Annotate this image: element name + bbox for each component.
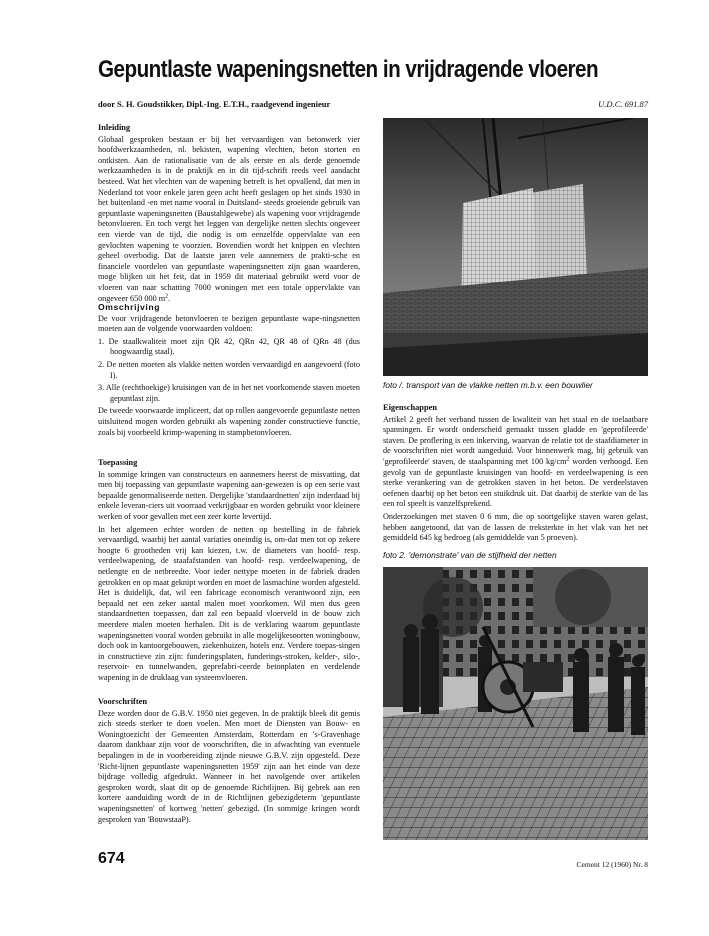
inleiding-body: Globaal gesproken bestaan er bij het vervaardigen van betonwerk vier hoofdwerkzaamheden, nl. bekisten, wapening vlechten, beton storten en ontkisten. Aan de rationalisatie van de als eerste en als derde genoemde werkzaamheden is in de praktijk en in dit tijd-schrift reeds veel aandacht besteed. Wat het vlechten van de wapening betreft is het opvallend, dat men in Nederland tot voor enkele jaren geen acht heeft geslagen op het sinds 1930 in het buitenland -en met name vooral in Duitsland- steeds groeiende gebruik van gepuntlaste wapeningsnetten (Baustahlgewebe) als wapening voor vrijdragende betonvloeren. En toch vergt het leggen van dergelijke netten slechts ongeveer een vierde van de tijd, die nodig is om eenzelfde oppervlakte van een gevlochten wapening te voorzien. Bovendien wordt het knippen en vlechten geheel overbodig. Dat de laatste jaren vele aannemers de prakti-sche en financiele voordelen van gepuntlaste wapeningsnetten zijn gaan waarderen, moge blijken uit het feit, dat in 1959 dit materiaal gebruikt werd voor de vloeren van naar schatting 7000 woningen met een totale oppervlakte van ongeveer 650 000 m <box>98 134 360 303</box>
heading-toepassing: Toepassing <box>98 458 138 467</box>
superscript: 2 <box>566 456 570 463</box>
section-toepassing <box>98 458 360 685</box>
caption-foto2: foto 2. 'demonstrate' van de stijfheid der netten <box>383 550 557 560</box>
photo-demonstration <box>383 567 648 840</box>
byline: door S. H. Goudstikker, Dipl.-Ing. E.T.H., raadgevend ingenieur <box>98 99 331 109</box>
inleiding-end: . <box>168 293 171 303</box>
inleiding-text <box>98 135 360 305</box>
superscript: 2 <box>165 292 169 299</box>
list-item: 1. De staalkwaliteit moet zijn QR 42, QRn 42, QR 48 of QRn 48 (dus hoogwaardig staal). <box>98 336 360 357</box>
section-inleiding <box>98 123 360 306</box>
heading-eigenschappen: Eigenschappen <box>383 403 437 412</box>
eigenschappen-p1 <box>383 415 648 510</box>
section-omschrijving <box>98 302 360 440</box>
heading-omschrijving: Omschrijving <box>98 302 161 312</box>
toepassing-p1: In sommige kringen van constructeurs en aannemers heerst de misvatting, dat men bij toepassing van gepuntlaste wapening aan-gewezen is op een serie vast bepaalde genormaliseerde netten. Dergelijke 'standaardnetten' zijn inderdaad bij enkele leveran-ciers uit voorraad verkrijgbaar en worden gebruikt voor kleinere werken of voor gevallen met een zeer korte levertijd. <box>98 469 360 521</box>
list-item: 2. De netten moeten als vlakke netten worden vervaardigd en aangevoerd (foto I). <box>98 359 360 380</box>
voorschriften-text: Deze worden door de G.B.V. 1950 niet gegeven. In de praktijk bleek dit gemis zich steeds sterker te doen voelen. Men moet de Diensten van Bouw- en Woningtoezicht der Gemeenten Amsterdam, Rotterdam en 's-Gravenhage daarom dankbaar zijn voor de voorschriften, die in afwachting van eventuele bepalingen in de in voorbereiding zijnde nieuwe G.B.V. zijn opgesteld. Deze 'Richt-lijnen gepuntlaste wapeningsnetten 1959' zijn aan het einde van deze bijdrage volledig afgedrukt. Wanneer in het navolgende over artikelen gesproken wordt, slaat dit op de genoemde Richtlijnen. Bij gebrek aan een kortere aanduiding wordt de in de Richtlijnen gebezigdeterm 'gepuntlaste wapeningsnetten' of kortweg 'netten' gebezigd. (In sommige kringen wordt gesproken van 'BouwstaaP). <box>98 708 360 824</box>
page-number: 674 <box>98 850 125 867</box>
photo-transport-nets <box>383 118 648 376</box>
journal-footer: Cement 12 (1960) Nr. 8 <box>576 860 648 869</box>
photo-transport-image <box>383 118 648 376</box>
heading-inleiding: Inleiding <box>98 123 131 132</box>
omschrijving-outro: De tweede voorwaarde impliceert, dat op rollen aangevoerde gepuntlaste netten uitsluitend mogen worden gebruikt als wapening zonder constructieve functie, zoals bij voorbeeld krimp-wapening in stampbetonvloeren. <box>98 406 360 437</box>
udc-code: U.D.C. 691.87 <box>598 99 648 109</box>
photo-demonstration-image <box>383 567 648 840</box>
eigenschappen-p2: Onderzoekingen met staven 0 6 mm, die op soortgelijke staven waren gelast, hebben aangetoond, dat van de lassen de treksterkte in het vlak van het net gemiddeld 645 kg bedroeg (als gemiddelde van 5 proeven). <box>383 511 648 543</box>
section-eigenschappen <box>383 403 648 546</box>
article-title: Gepuntlaste wapeningsnetten in vrijdragende vloeren <box>98 56 599 83</box>
omschrijving-intro: De voor vrijdragende betonvloeren te bezigen gepuntlaste wape-ningsnetten moeten aan de volgende voorwaarden voldoen: <box>98 313 360 334</box>
eigenschappen-p1-body: Artikel 2 geeft het verband tussen de kwaliteit van het staal en de toelaatbare spanningen. Er wordt onderscheid gemaakt tussen gladde en 'geprofileerde' staven. De proflering is een inkerving, waarvan de relatie tot de staafdiameter in de voorschriften niet wordt aangeduid. Voor binnenwerk mag, bij gebruik van 'geprofileerde' staven, de staalspanning met 100 kg/cm <box>383 414 648 466</box>
toepassing-p2: In het algemeen echter worden de netten op bestelling in de fabriek vervaardigd, waarbij het aantal variaties oneindig is, om-dat men tot op zekere hoogte 6 grootheden vrij kan kiezen, t.w. de diameters van hoofd- resp. verdeelwapening, de staafafstanden van hoofd- resp. verdeelwapening, de netlengte en de netbreedte. Voor ieder nettype moeten in de fabriek draden getrokken en op maat geknipt worden en moet de lasmachine worden afgesteld. Het is duidelijk, dat, wil een fabricage economisch verantwoord zijn, een bepaald net een zeker aantal malen moet voorkomen. Wil men dus geen standaardnetten toepassen, dan zal een bepaald vloerveld in de bouw zich meerdere malen moeten herhalen. Dit is de verklaring waarom gepuntlaste wapeningsnetten vooral worden gebruikt in alle mogelijkesoorten woningbouw, doch ook in kantoorgebouwen, ziekenhuizen, hotels enz. Verdere toepas-singen in constructieve zin zijn: funderingsplaten, funderings-stroken, kelder-, silo-, reservoir- en tunnelwanden, geprefabri-ceerde betonplaten en verdelende wapening in de druklaag van systeemvloeren. <box>98 524 360 682</box>
section-voorschriften <box>98 697 360 827</box>
caption-foto1: foto /. transport van de vlakke netten m.b.v. een bouwlier <box>383 380 593 390</box>
heading-voorschriften: Voorschriften <box>98 697 148 706</box>
eigenschappen-p1-end: worden verhoogd. Een gevolg van de gepuntlaste kruisingen van hoofd- en verdeelwapening is een sterke verankering van de getrokken staven in het beton. De verdeelstaven oefenen daarbij op het beton een stuikdruk uit. Dat daarbij de sterkte van de las een rol speelt is vanzelfsprekend. <box>383 456 648 509</box>
list-item: 3. Alle (rechthoekige) kruisingen van de in het net voorkomende staven moeten gepuntlast zijn. <box>98 383 360 403</box>
